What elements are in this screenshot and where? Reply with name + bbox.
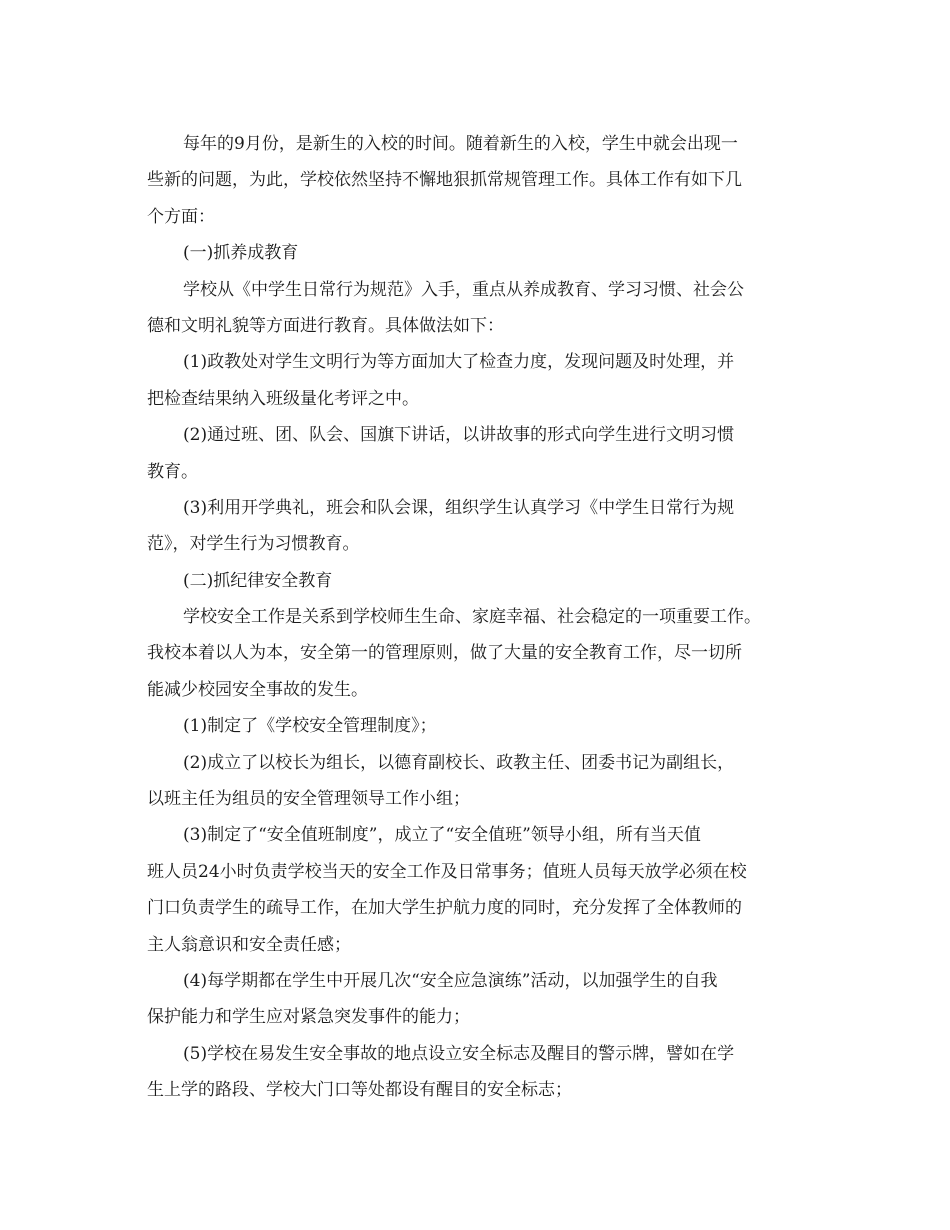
text-line [147,599,807,635]
text-line [147,1036,807,1072]
text-line [147,199,807,235]
line-text: (5)学校在易发生安全事故的地点设立安全标志及醒目的警示牌，譬如在学 [183,1043,735,1064]
paragraph [147,563,807,599]
text-line [147,708,807,744]
text-line [147,381,807,417]
paragraph [147,817,807,963]
text-line [147,344,807,380]
text-line [147,854,807,890]
line-text: (4)每学期都在学生中开展几次“安全应急演练”活动，以加强学生的自我 [183,970,718,991]
text-line [147,563,807,599]
line-text: (3)制定了“安全值班制度”，成立了“安全值班”领导小组，所有当天值 [183,825,701,846]
text-line [147,126,807,162]
text-line [147,454,807,490]
paragraph [147,417,807,490]
text-line [147,672,807,708]
line-text: (一)抓养成教育 [183,243,299,264]
line-text: 班人员24小时负责学校当天的安全工作及日常事务；值班人员每天放学必须在校 [147,861,747,882]
line-text: 个方面： [147,206,215,227]
line-text: 教育。 [147,461,198,482]
text-line [147,417,807,453]
line-text: 能减少校园安全事故的发生。 [147,679,368,700]
paragraph [147,708,807,744]
text-line [147,490,807,526]
text-line [147,745,807,781]
line-text: (二)抓纪律安全教育 [183,570,333,591]
text-line [147,162,807,198]
line-text: 以班主任为组员的安全管理领导工作小组； [147,789,470,810]
line-text: (2)通过班、团、队会、国旗下讲话，以讲故事的形式向学生进行文明习惯 [183,425,735,446]
paragraph [147,126,807,235]
text-line [147,235,807,271]
line-text: 德和文明礼貌等方面进行教育。具体做法如下： [147,315,504,336]
line-text: 些新的问题，为此，学校依然坚持不懈地狠抓常规管理工作。具体工作有如下几 [147,170,742,191]
line-text: (3)利用开学典礼，班会和队会课，组织学生认真学习《中学生日常行为规 [183,497,735,518]
paragraph [147,599,807,708]
text-line [147,781,807,817]
line-text: 主人翁意识和安全责任感； [147,934,351,955]
document-body [147,126,807,1109]
text-line [147,308,807,344]
paragraph [147,235,807,271]
paragraph [147,1036,807,1109]
line-text: 每年的9月份，是新生的入校的时间。随着新生的入校，学生中就会出现一 [183,134,738,154]
line-text: (1)政教处对学生文明行为等方面加大了检查力度，发现问题及时处理，并 [183,352,735,373]
line-text: 把检查结果纳入班级量化考评之中。 [147,388,419,409]
line-text: 我校本着以人为本，安全第一的管理原则，做了大量的安全教育工作，尽一切所 [147,643,742,664]
text-line [147,635,807,671]
paragraph [147,344,807,417]
text-line [147,890,807,926]
line-text: 生上学的路段、学校大门口等处都设有醒目的安全标志； [147,1080,572,1101]
paragraph [147,272,807,345]
line-text: (2)成立了以校长为组长，以德育副校长、政教主任、团委书记为副组长， [183,752,735,773]
line-text: 保护能力和学生应对紧急突发事件的能力； [147,1007,470,1028]
text-line [147,817,807,853]
line-text: 范》，对学生行为习惯教育。 [147,534,360,555]
text-line [147,963,807,999]
line-text: 门口负责学生的疏导工作，在加大学生护航力度的同时，充分发挥了全体教师的 [147,898,742,919]
text-line [147,526,807,562]
text-line [147,927,807,963]
line-text: 学校从《中学生日常行为规范》入手，重点从养成教育、学习习惯、社会公 [183,279,744,300]
paragraph [147,745,807,818]
line-text: (1)制定了《学校安全管理制度》； [183,716,437,737]
paragraph [147,963,807,1036]
paragraph [147,490,807,563]
text-line [147,272,807,308]
text-line [147,999,807,1035]
text-line [147,1072,807,1108]
line-text: 学校安全工作是关系到学校师生生命、家庭幸福、社会稳定的一项重要工作。 [183,607,761,628]
